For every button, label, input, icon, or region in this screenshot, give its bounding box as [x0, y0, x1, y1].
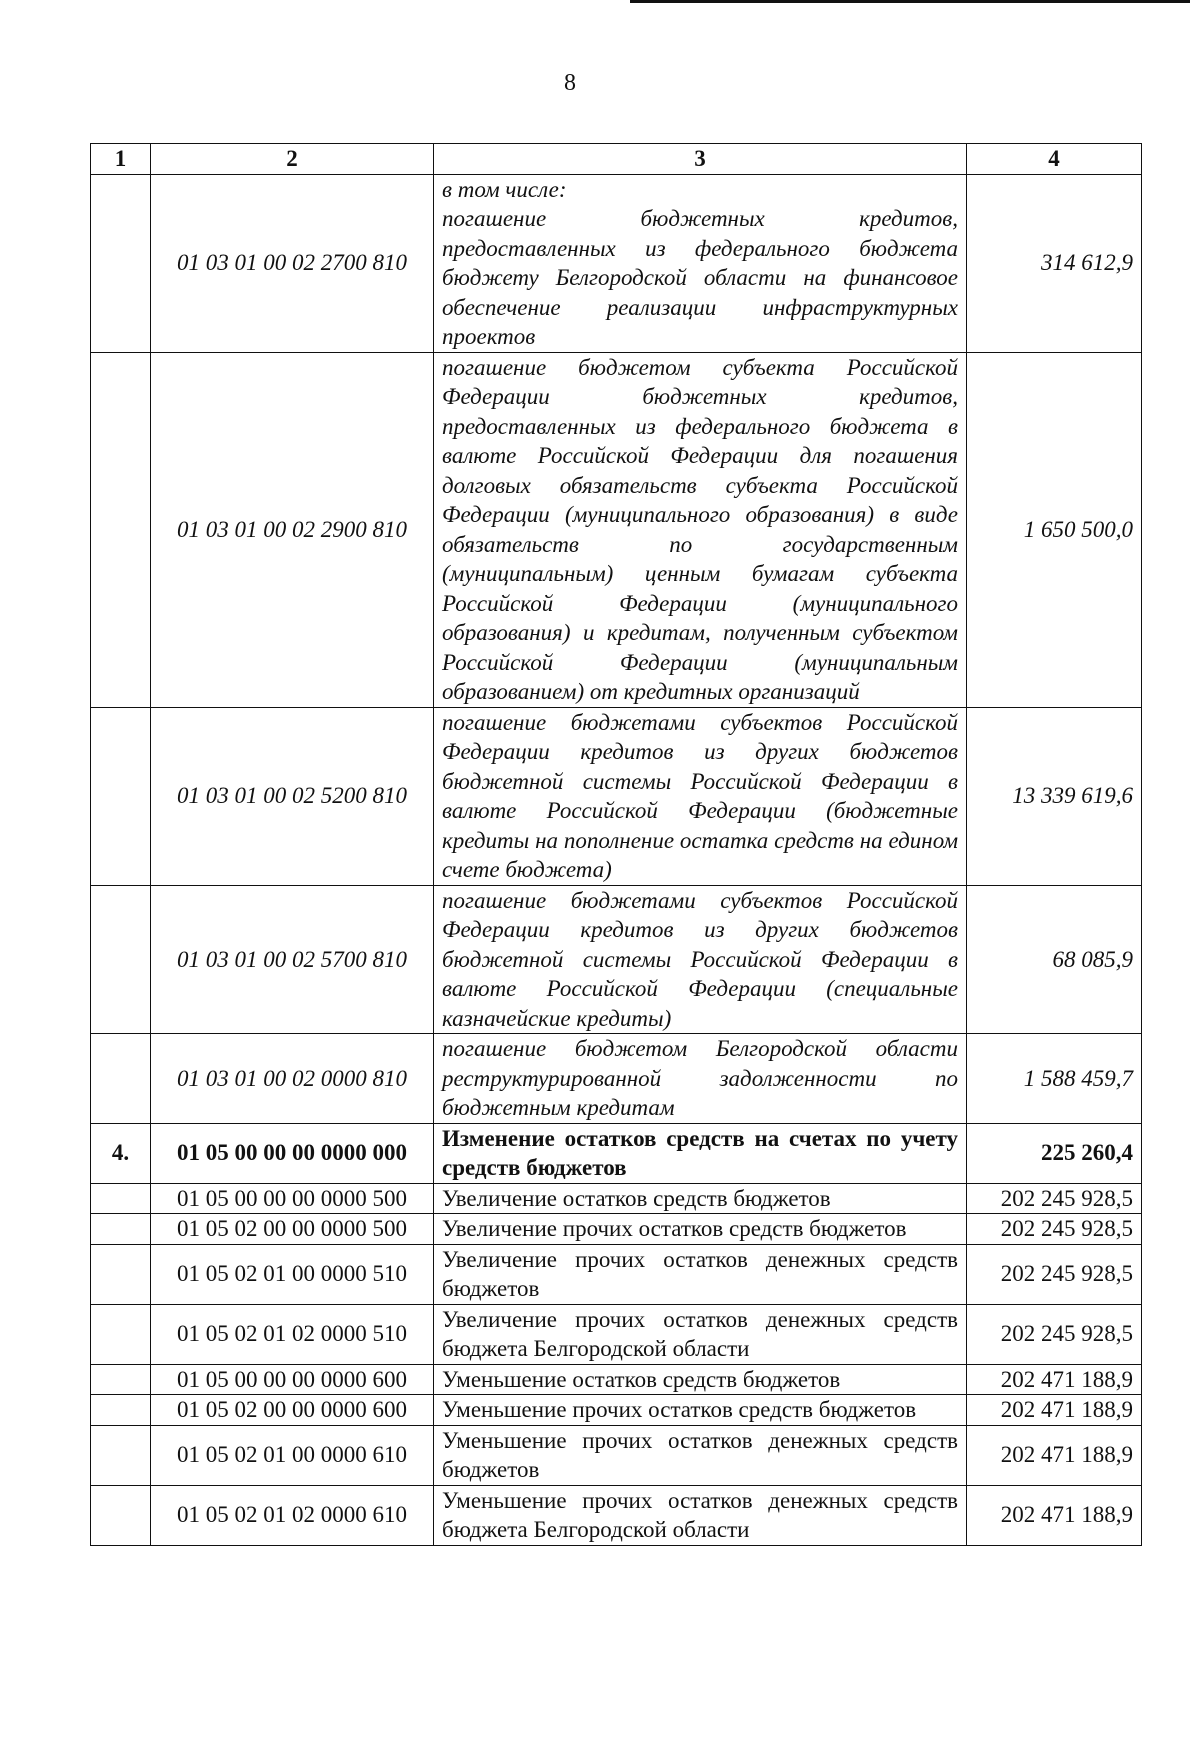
- table-row: [91, 174, 1142, 352]
- amount-cell: 225 260,4: [967, 1123, 1142, 1183]
- description-cell: погашение бюджетом субъекта Российской Федерации бюджетных кредитов, предоставленных из федерального бюджета в валюте Российской Федерации для погашения долговых обязательств субъекта Российской Федерации (муниципального образования) в виде обязательств по государственным (муниципальным) ценным бумагам субъекта Российской Федерации (муниципального образования) и кредитам, полученным субъектом Российской Федерации (муниципальным образованием) от кредитных организаций: [434, 352, 967, 707]
- row-number-cell: [91, 1214, 151, 1245]
- row-number-cell: [91, 1244, 151, 1304]
- amount-cell: 202 471 188,9: [967, 1485, 1142, 1545]
- budget-code-cell: 01 03 01 00 02 5700 810: [151, 885, 434, 1034]
- description-cell: Уменьшение прочих остатков денежных средств бюджетов: [434, 1425, 967, 1485]
- amount-cell: 202 471 188,9: [967, 1364, 1142, 1395]
- row-number-cell: [91, 885, 151, 1034]
- table-row: [91, 1123, 1142, 1183]
- budget-code-cell: 01 05 02 01 00 0000 510: [151, 1244, 434, 1304]
- table-row: [91, 1304, 1142, 1364]
- description-cell: Увеличение прочих остатков средств бюджетов: [434, 1214, 967, 1245]
- amount-cell: 1 588 459,7: [967, 1034, 1142, 1124]
- amount-cell: 68 085,9: [967, 885, 1142, 1034]
- header-col-1: 1: [91, 144, 151, 175]
- description-cell: погашение бюджетами субъектов Российской Федерации кредитов из других бюджетов бюджетной системы Российской Федерации в валюте Российской Федерации (бюджетные кредиты на пополнение остатка средств на едином счете бюджета): [434, 707, 967, 885]
- description-cell: Увеличение прочих остатков денежных средств бюджета Белгородской области: [434, 1304, 967, 1364]
- amount-cell: 314 612,9: [967, 174, 1142, 352]
- budget-code-cell: 01 03 01 00 02 0000 810: [151, 1034, 434, 1124]
- description-cell: в том числе: погашение бюджетных кредитов, предоставленных из федерального бюджета бюджету Белгородской области на финансовое обеспечение реализации инфраструктурных проектов: [434, 174, 967, 352]
- amount-cell: 13 339 619,6: [967, 707, 1142, 885]
- budget-code-cell: 01 05 00 00 00 0000 600: [151, 1364, 434, 1395]
- row-number-cell: [91, 1034, 151, 1124]
- table-body: [91, 174, 1142, 1545]
- row-number-cell: [91, 352, 151, 707]
- amount-cell: 202 245 928,5: [967, 1304, 1142, 1364]
- row-number-cell: [91, 707, 151, 885]
- row-number-cell: [91, 1364, 151, 1395]
- description-cell: Уменьшение остатков средств бюджетов: [434, 1364, 967, 1395]
- row-number-cell: 4.: [91, 1123, 151, 1183]
- table-row: [91, 1183, 1142, 1214]
- budget-code-cell: 01 05 00 00 00 0000 500: [151, 1183, 434, 1214]
- budget-code-cell: 01 05 02 01 02 0000 610: [151, 1485, 434, 1545]
- table-row: [91, 707, 1142, 885]
- table-header-row: [91, 144, 1142, 175]
- description-cell: Увеличение прочих остатков денежных средств бюджетов: [434, 1244, 967, 1304]
- table-row: [91, 1395, 1142, 1426]
- description-cell: погашение бюджетом Белгородской области реструктурированной задолженности по бюджетным кредитам: [434, 1034, 967, 1124]
- budget-code-cell: 01 05 02 00 00 0000 600: [151, 1395, 434, 1426]
- table-row: [91, 1244, 1142, 1304]
- table-row: [91, 885, 1142, 1034]
- amount-cell: 1 650 500,0: [967, 352, 1142, 707]
- amount-cell: 202 471 188,9: [967, 1395, 1142, 1426]
- row-number-cell: [91, 1304, 151, 1364]
- header-col-4: 4: [967, 144, 1142, 175]
- budget-code-cell: 01 05 02 01 02 0000 510: [151, 1304, 434, 1364]
- description-cell: Увеличение остатков средств бюджетов: [434, 1183, 967, 1214]
- table-row: [91, 352, 1142, 707]
- table-row: [91, 1034, 1142, 1124]
- page-number: 8: [564, 70, 576, 96]
- description-cell: Уменьшение прочих остатков денежных средств бюджета Белгородской области: [434, 1485, 967, 1545]
- header-col-2: 2: [151, 144, 434, 175]
- budget-code-cell: 01 03 01 00 02 5200 810: [151, 707, 434, 885]
- row-number-cell: [91, 1425, 151, 1485]
- description-cell: Изменение остатков средств на счетах по учету средств бюджетов: [434, 1123, 967, 1183]
- budget-code-cell: 01 03 01 00 02 2900 810: [151, 352, 434, 707]
- row-number-cell: [91, 1183, 151, 1214]
- description-cell: Уменьшение прочих остатков средств бюджетов: [434, 1395, 967, 1426]
- table-row: [91, 1425, 1142, 1485]
- description-cell: погашение бюджетами субъектов Российской Федерации кредитов из других бюджетов бюджетной системы Российской Федерации в валюте Российской Федерации (специальные казначейские кредиты): [434, 885, 967, 1034]
- amount-cell: 202 245 928,5: [967, 1214, 1142, 1245]
- top-rule: [630, 0, 1190, 3]
- row-number-cell: [91, 1485, 151, 1545]
- table-row: [91, 1364, 1142, 1395]
- row-number-cell: [91, 1395, 151, 1426]
- budget-code-cell: 01 05 02 01 00 0000 610: [151, 1425, 434, 1485]
- table-row: [91, 1485, 1142, 1545]
- amount-cell: 202 245 928,5: [967, 1244, 1142, 1304]
- budget-code-cell: 01 03 01 00 02 2700 810: [151, 174, 434, 352]
- budget-code-cell: 01 05 02 00 00 0000 500: [151, 1214, 434, 1245]
- row-number-cell: [91, 174, 151, 352]
- budget-code-cell: 01 05 00 00 00 0000 000: [151, 1123, 434, 1183]
- header-col-3: 3: [434, 144, 967, 175]
- budget-sources-table: [90, 143, 1142, 1546]
- table-row: [91, 1214, 1142, 1245]
- amount-cell: 202 471 188,9: [967, 1425, 1142, 1485]
- amount-cell: 202 245 928,5: [967, 1183, 1142, 1214]
